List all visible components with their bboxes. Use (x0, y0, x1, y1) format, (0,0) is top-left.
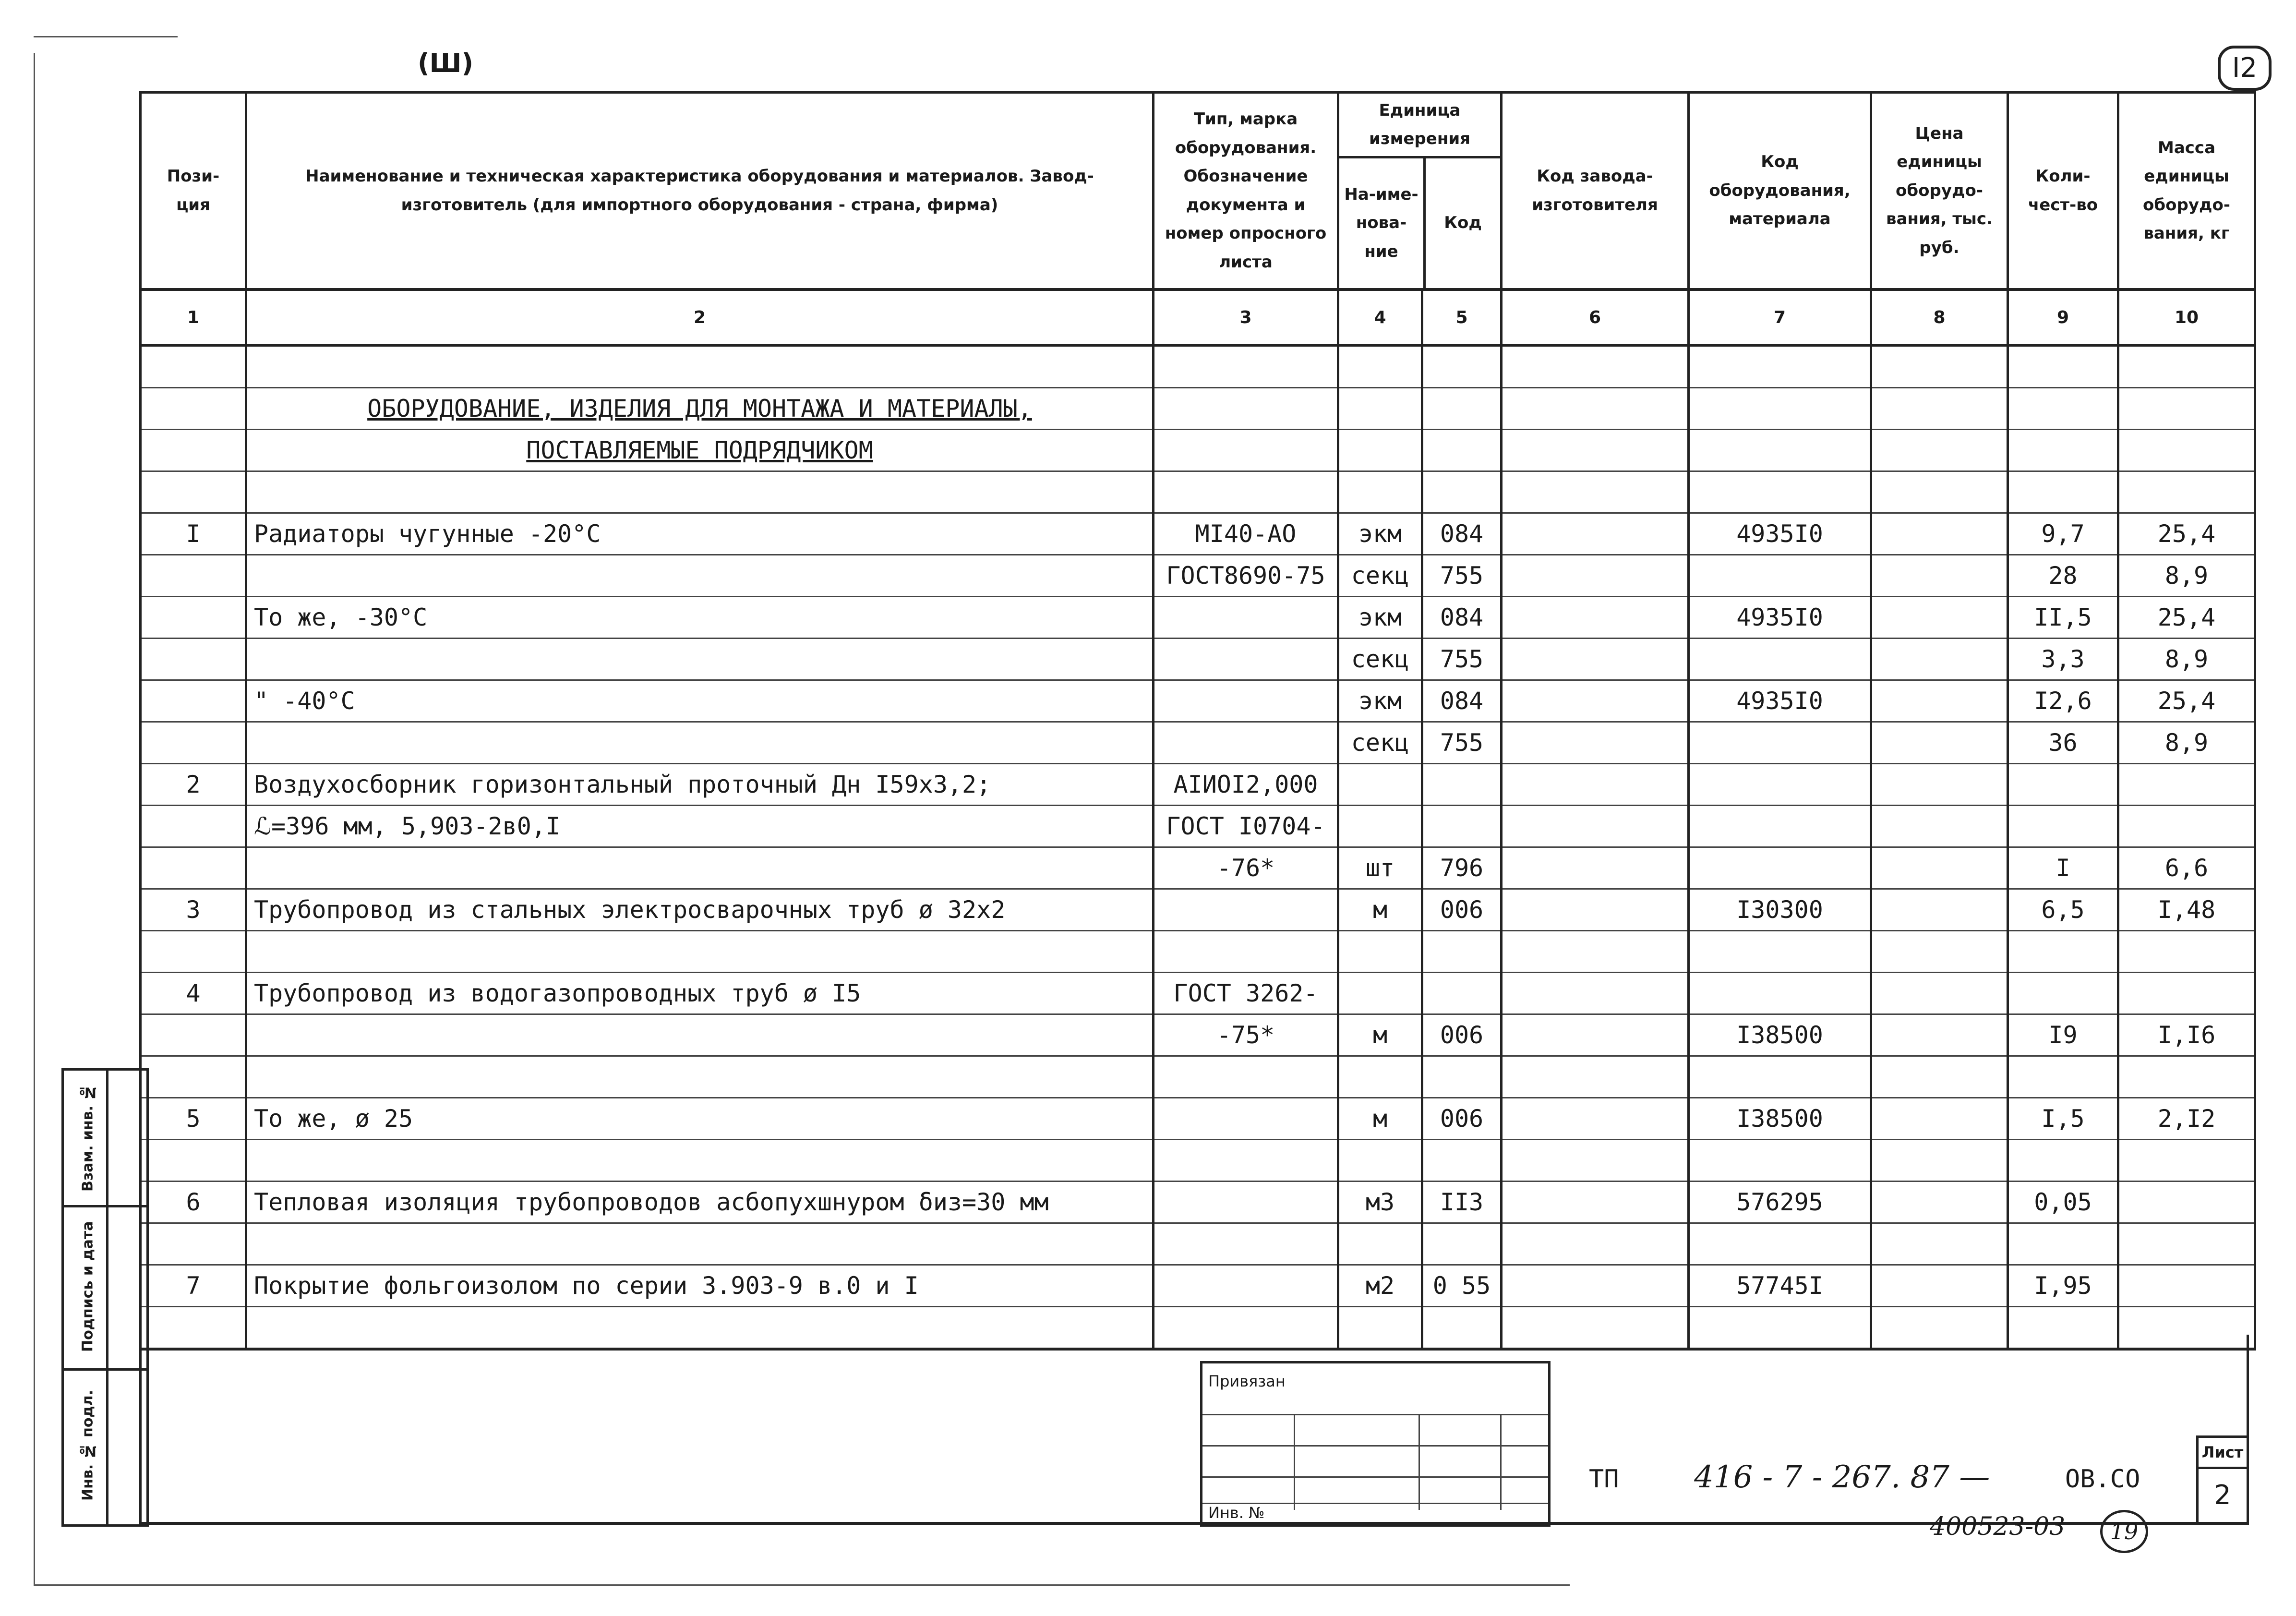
cell-empty (1871, 1140, 2008, 1182)
cell-pos (141, 806, 246, 847)
header-pos: Пози- ция (141, 93, 246, 290)
cell-unit: м (1338, 889, 1422, 931)
cell-qty: 28 (2008, 555, 2118, 597)
cell-type (1154, 722, 1338, 764)
cell-type (1154, 597, 1338, 639)
cell-empty (1502, 555, 1689, 597)
cell-code (1422, 806, 1502, 847)
cell-code (1422, 1056, 1502, 1098)
cell-unit (1338, 1140, 1422, 1182)
table-row (141, 806, 2255, 847)
cell-mass: 6,6 (2118, 847, 2255, 889)
cell-code (1422, 973, 1502, 1014)
cell-pos (141, 639, 246, 680)
cell-empty (1871, 973, 2008, 1014)
cell-empty (1502, 889, 1689, 931)
cell-mass: I,48 (2118, 889, 2255, 931)
cell-code (1422, 764, 1502, 806)
cell-empty (1871, 639, 2008, 680)
cell-name: Трубопровод из стальных электросварочных труб ø 32x2 (246, 889, 1154, 931)
cell-mass (2118, 1223, 2255, 1265)
cell-type: ГОСТ 3262- (1154, 973, 1338, 1014)
cell-qty (2008, 806, 2118, 847)
cell-pos (141, 1014, 246, 1056)
cell-unit: м3 (1338, 1182, 1422, 1223)
table-row (141, 1140, 2255, 1182)
cell-type: ГОСТ I0704- (1154, 806, 1338, 847)
cell-unit: экм (1338, 597, 1422, 639)
cell-empty (1502, 513, 1689, 555)
cell-name (246, 1140, 1154, 1182)
cell-name (246, 1223, 1154, 1265)
specification-table (139, 91, 2256, 1351)
header-unit-code: Код (1444, 213, 1482, 233)
cell-empty (1502, 806, 1689, 847)
cell-mass: 25,4 (2118, 597, 2255, 639)
header-unit-group: Единица измерения (1339, 94, 1500, 158)
cell-type (1154, 1265, 1338, 1307)
col-num: 1 (141, 289, 246, 345)
cell-unit (1338, 973, 1422, 1014)
cell-qty (2008, 764, 2118, 806)
cell-type (1154, 1098, 1338, 1140)
cell-equip (1689, 722, 1871, 764)
cell-code: 755 (1422, 555, 1502, 597)
cell-type: -75* (1154, 1014, 1338, 1056)
table-row (141, 1098, 2255, 1140)
cell-qty: II,5 (2008, 597, 2118, 639)
cell-unit: экм (1338, 513, 1422, 555)
cell-empty (1871, 722, 2008, 764)
cell-equip (1689, 1140, 1871, 1182)
cell-type (1154, 1140, 1338, 1182)
section-title-2: ПОСТАВЛЯЕМЫЕ ПОДРЯДЧИКОМ (246, 430, 1154, 471)
sheet-label: Лист (2199, 1438, 2247, 1469)
col-num: 5 (1422, 289, 1502, 345)
col-num: 4 (1338, 289, 1422, 345)
cell-empty (1502, 597, 1689, 639)
cell-name: То же, ø 25 (246, 1098, 1154, 1140)
cell-equip (1689, 847, 1871, 889)
cell-pos (141, 931, 246, 973)
sheet-tag: (Ш) (418, 48, 474, 78)
cell-name: Радиаторы чугунные -20°С (246, 513, 1154, 555)
privyazan-label: Привязан (1208, 1372, 1286, 1390)
cell-mass (2118, 764, 2255, 806)
cell-type: АIИОI2,000 (1154, 764, 1338, 806)
col-num: 2 (246, 289, 1154, 345)
header-equip-code: Код оборудования, материала (1689, 93, 1871, 290)
col-num: 3 (1154, 289, 1338, 345)
table-row (141, 680, 2255, 722)
cell-empty (1871, 1223, 2008, 1265)
cell-code (1422, 1140, 1502, 1182)
cell-name: Воздухосборник горизонтальный проточный Дн I59x3,2; (246, 764, 1154, 806)
cell-empty (1502, 1014, 1689, 1056)
cell-empty (1502, 1223, 1689, 1265)
cell-empty (1871, 1056, 2008, 1098)
cell-name: То же, -30°С (246, 597, 1154, 639)
cell-qty: I2,6 (2008, 680, 2118, 722)
page-number: I2 (2218, 46, 2272, 91)
cell-empty (1871, 1014, 2008, 1056)
cell-qty: I (2008, 847, 2118, 889)
cell-code: 084 (1422, 680, 1502, 722)
cell-empty (1871, 931, 2008, 973)
sheet-box (2196, 1435, 2247, 1524)
table-row (141, 597, 2255, 639)
cell-mass (2118, 973, 2255, 1014)
cell-name: Покрытие фольгоизолом по серии 3.903-9 в.0 и I (246, 1265, 1154, 1307)
cell-qty: 3,3 (2008, 639, 2118, 680)
cell-empty (1502, 1140, 1689, 1182)
cell-type (1154, 680, 1338, 722)
cell-equip (1689, 1056, 1871, 1098)
header-mass: Масса единицы оборудо-вания, кг (2118, 93, 2255, 290)
table-row (141, 931, 2255, 973)
table-row (141, 513, 2255, 555)
cell-empty (1502, 722, 1689, 764)
cell-name (246, 639, 1154, 680)
cell-qty: 9,7 (2008, 513, 2118, 555)
cell-empty (1871, 1182, 2008, 1223)
cell-type (1154, 1223, 1338, 1265)
cell-unit (1338, 1056, 1422, 1098)
cell-code: 006 (1422, 889, 1502, 931)
cell-qty: I,5 (2008, 1098, 2118, 1140)
cell-mass (2118, 1182, 2255, 1223)
cell-pos (141, 597, 246, 639)
header-qty: Коли-чест-во (2008, 93, 2118, 290)
inv-no-label: Инв. № (1208, 1504, 1265, 1522)
header-type: Тип, марка оборудования. Обозначение документа и номер опросного листа (1154, 93, 1338, 290)
cell-equip: I38500 (1689, 1098, 1871, 1140)
cell-equip (1689, 764, 1871, 806)
cell-code: 084 (1422, 513, 1502, 555)
cell-empty (1502, 1056, 1689, 1098)
cell-equip: 4935I0 (1689, 680, 1871, 722)
cell-name (246, 555, 1154, 597)
cell-name: ℒ=396 мм, 5,903-2в0,I (246, 806, 1154, 847)
cell-pos (141, 555, 246, 597)
cell-pos: 3 (141, 889, 246, 931)
header-unit-name: На-име-нова-ние (1339, 158, 1426, 288)
side-stamp-podpis: Подпись и дата (79, 1221, 96, 1352)
table-row (141, 1265, 2255, 1307)
table-row (141, 847, 2255, 889)
cell-equip: 576295 (1689, 1182, 1871, 1223)
cell-empty (1502, 1182, 1689, 1223)
cell-empty (1871, 889, 2008, 931)
cell-empty (1502, 973, 1689, 1014)
cell-code: 006 (1422, 1098, 1502, 1140)
side-stamp (61, 1068, 149, 1527)
cell-code (1422, 931, 1502, 973)
cell-name: Трубопровод из водогазопроводных труб ø I5 (246, 973, 1154, 1014)
cell-equip: I38500 (1689, 1014, 1871, 1056)
cell-qty: I,95 (2008, 1265, 2118, 1307)
cell-mass: 8,9 (2118, 639, 2255, 680)
cell-empty (1502, 1265, 1689, 1307)
cell-empty (1502, 847, 1689, 889)
cell-empty (1871, 555, 2008, 597)
cell-empty (1871, 1098, 2008, 1140)
cell-empty (1871, 680, 2008, 722)
cell-code (1422, 1223, 1502, 1265)
cell-pos: 5 (141, 1098, 246, 1140)
header-factory-code: Код завода-изготовителя (1502, 93, 1689, 290)
cell-equip (1689, 806, 1871, 847)
cell-unit (1338, 806, 1422, 847)
col-num: 7 (1689, 289, 1871, 345)
cell-unit (1338, 931, 1422, 973)
cell-pos (141, 1056, 246, 1098)
side-stamp-inv-podl: Инв. № подл. (79, 1389, 96, 1501)
cell-pos (141, 680, 246, 722)
frame-bottom-line (34, 1584, 1570, 1586)
cell-code: 0 55 (1422, 1265, 1502, 1307)
cell-pos: 4 (141, 973, 246, 1014)
cell-equip (1689, 931, 1871, 973)
document-code: ТП 416 - 7 - 267. 87 — ОВ.СО (1589, 1459, 2140, 1495)
col-num: 6 (1502, 289, 1689, 345)
cell-type (1154, 931, 1338, 973)
cell-unit: м (1338, 1014, 1422, 1056)
cell-empty (1871, 513, 2008, 555)
cell-unit (1338, 1223, 1422, 1265)
cell-unit (1338, 764, 1422, 806)
cell-qty: 36 (2008, 722, 2118, 764)
archive-number: 400523-03 (1930, 1512, 2066, 1541)
cell-name: Тепловая изоляция трубопроводов асбопухшнуром δиз=30 мм (246, 1182, 1154, 1223)
cell-empty (1871, 597, 2008, 639)
cell-equip (1689, 1223, 1871, 1265)
cell-qty: I9 (2008, 1014, 2118, 1056)
cell-empty (1502, 639, 1689, 680)
cell-qty (2008, 1223, 2118, 1265)
cell-type: -76* (1154, 847, 1338, 889)
cell-unit: шт (1338, 847, 1422, 889)
cell-mass: 25,4 (2118, 680, 2255, 722)
cell-code: II3 (1422, 1182, 1502, 1223)
col-num: 8 (1871, 289, 2008, 345)
cell-mass (2118, 806, 2255, 847)
cell-empty (1502, 931, 1689, 973)
cell-pos: I (141, 513, 246, 555)
frame-top-line (34, 36, 178, 37)
cell-unit: секц (1338, 639, 1422, 680)
cell-name (246, 1056, 1154, 1098)
cell-code: 755 (1422, 639, 1502, 680)
table-row (141, 555, 2255, 597)
cell-unit: экм (1338, 680, 1422, 722)
cell-mass (2118, 931, 2255, 973)
cell-empty (1871, 1265, 2008, 1307)
cell-empty (1502, 680, 1689, 722)
cell-mass (2118, 1140, 2255, 1182)
cell-equip (1689, 639, 1871, 680)
table-row (141, 1014, 2255, 1056)
table-row (141, 764, 2255, 806)
cell-type (1154, 639, 1338, 680)
cell-qty (2008, 1140, 2118, 1182)
title-block (139, 1335, 2249, 1525)
title-block-grid (1200, 1361, 1551, 1527)
cell-qty (2008, 973, 2118, 1014)
cell-mass: 8,9 (2118, 722, 2255, 764)
cell-name (246, 722, 1154, 764)
side-stamp-vzam: Взам. инв. № (79, 1084, 96, 1192)
table-row (141, 1182, 2255, 1223)
cell-qty (2008, 1056, 2118, 1098)
cell-mass (2118, 1056, 2255, 1098)
cell-unit: м (1338, 1098, 1422, 1140)
cell-name (246, 1014, 1154, 1056)
table-row (141, 973, 2255, 1014)
cell-mass: 2,I2 (2118, 1098, 2255, 1140)
archive-circle: 19 (2100, 1510, 2148, 1553)
table-row (141, 722, 2255, 764)
header-price: Цена единицы оборудо-вания, тыс. руб. (1871, 93, 2008, 290)
cell-unit: м2 (1338, 1265, 1422, 1307)
table-row (141, 1056, 2255, 1098)
cell-unit: секц (1338, 722, 1422, 764)
cell-pos (141, 722, 246, 764)
cell-name: " -40°С (246, 680, 1154, 722)
table-row (141, 1223, 2255, 1265)
cell-type: ГОСТ8690-75 (1154, 555, 1338, 597)
frame-left-line (34, 53, 35, 1584)
cell-empty (1502, 764, 1689, 806)
cell-code: 084 (1422, 597, 1502, 639)
cell-name (246, 847, 1154, 889)
cell-pos (141, 847, 246, 889)
cell-equip (1689, 555, 1871, 597)
cell-qty (2008, 931, 2118, 973)
cell-pos (141, 1223, 246, 1265)
cell-empty (1871, 847, 2008, 889)
cell-pos: 2 (141, 764, 246, 806)
section-title-1: ОБОРУДОВАНИЕ, ИЗДЕЛИЯ ДЛЯ МОНТАЖА И МАТЕРИАЛЫ, (246, 388, 1154, 430)
sheet-value: 2 (2214, 1480, 2231, 1511)
cell-code: 006 (1422, 1014, 1502, 1056)
cell-equip: 57745I (1689, 1265, 1871, 1307)
cell-type (1154, 1182, 1338, 1223)
cell-type (1154, 889, 1338, 931)
header-name: Наименование и техническая характеристика оборудования и материалов. Завод-изготовитель (для импортного оборудования - страна, фирма) (246, 93, 1154, 290)
cell-equip: 4935I0 (1689, 597, 1871, 639)
col-num: 10 (2118, 289, 2255, 345)
cell-name (246, 931, 1154, 973)
cell-empty (1871, 806, 2008, 847)
cell-pos: 7 (141, 1265, 246, 1307)
cell-code: 796 (1422, 847, 1502, 889)
cell-pos: 6 (141, 1182, 246, 1223)
cell-type (1154, 1056, 1338, 1098)
table-row (141, 889, 2255, 931)
cell-type: МI40-АО (1154, 513, 1338, 555)
cell-equip: 4935I0 (1689, 513, 1871, 555)
cell-equip (1689, 973, 1871, 1014)
col-num: 9 (2008, 289, 2118, 345)
cell-pos (141, 1140, 246, 1182)
cell-code: 755 (1422, 722, 1502, 764)
cell-empty (1871, 764, 2008, 806)
cell-empty (1502, 1098, 1689, 1140)
cell-qty: 6,5 (2008, 889, 2118, 931)
cell-equip: I30300 (1689, 889, 1871, 931)
cell-unit: секц (1338, 555, 1422, 597)
cell-qty: 0,05 (2008, 1182, 2118, 1223)
cell-mass: I,I6 (2118, 1014, 2255, 1056)
table-row (141, 639, 2255, 680)
cell-mass: 8,9 (2118, 555, 2255, 597)
cell-mass (2118, 1265, 2255, 1307)
cell-mass: 25,4 (2118, 513, 2255, 555)
